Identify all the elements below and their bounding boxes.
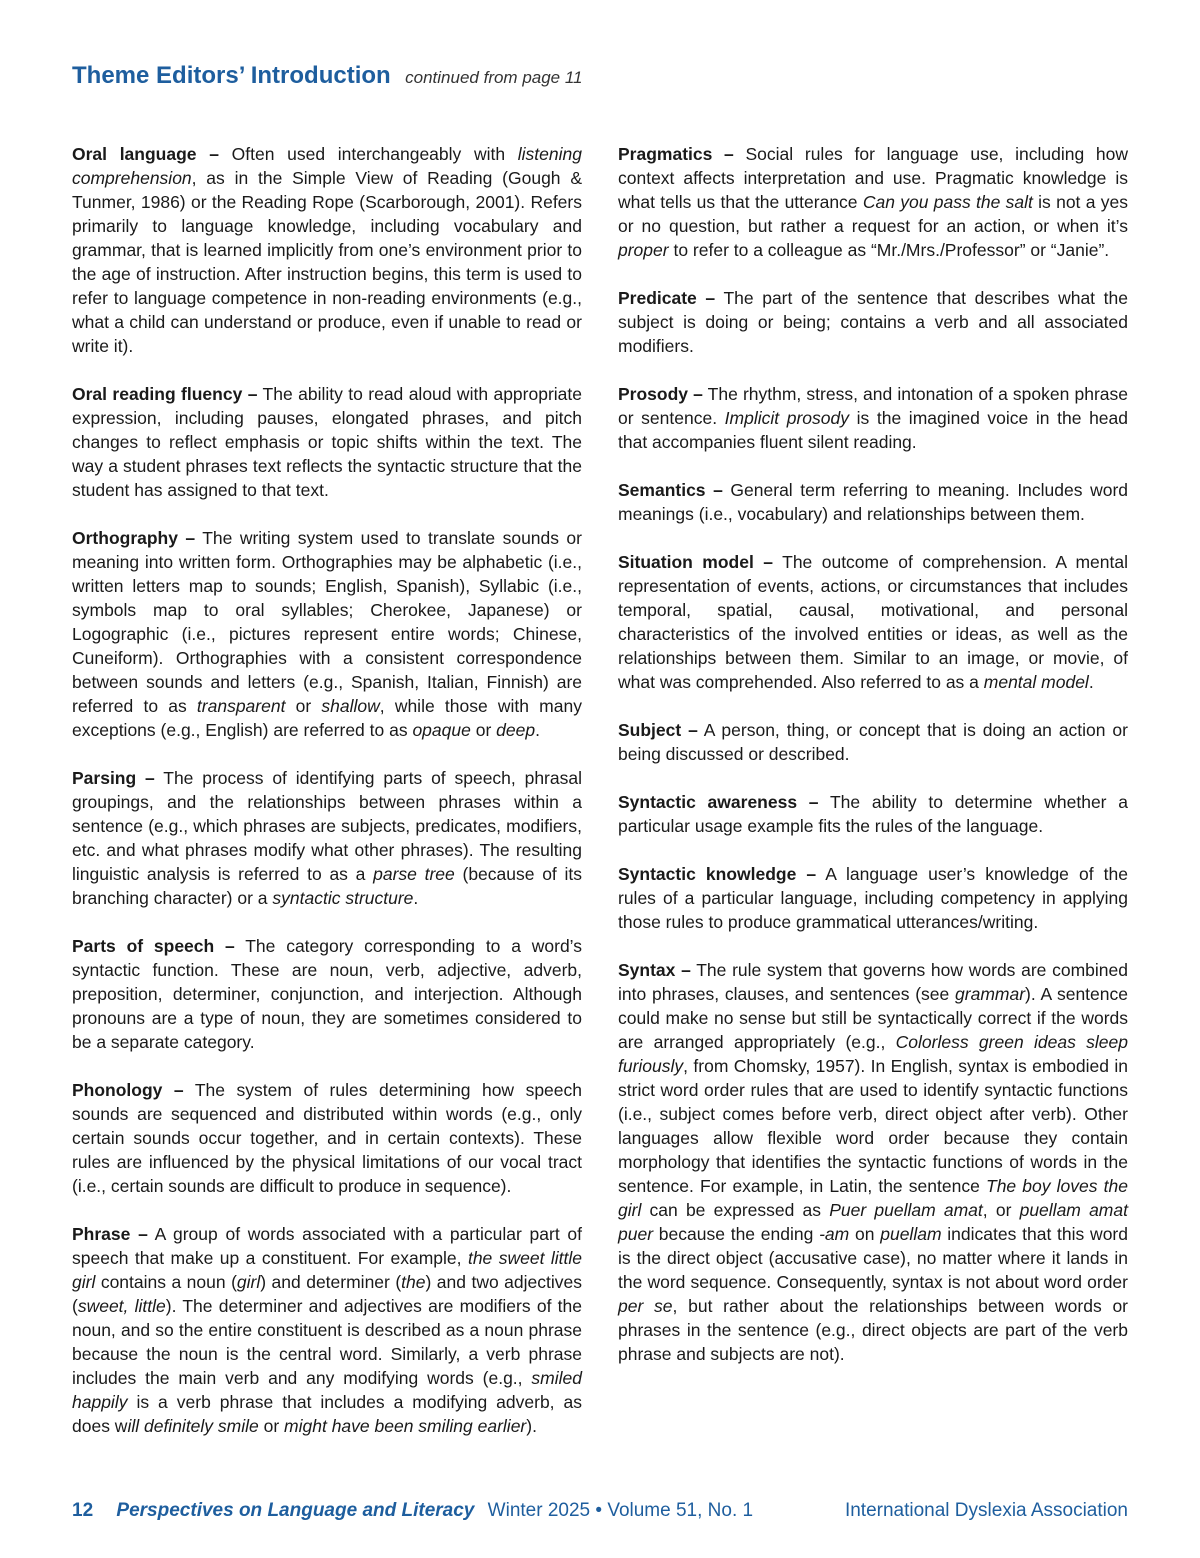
definition-text: The ability to read aloud with appropriate expression, including pauses, elongated phrases, and pitch changes to reflect emphasis or topic shifts within the text. The way a student phrases text reflects the syntactic structure that the student has assigned to that text. xyxy=(72,384,582,500)
definition-text: or xyxy=(470,720,497,740)
glossary-entry xyxy=(618,958,1128,1366)
glossary-term: Oral language – xyxy=(72,144,219,164)
definition-text: The outcome of comprehension. A mental representation of events, actions, or circumstances that includes temporal, spatial, causal, motivational, and personal characteristics of the involved entities or ideas, as well as the relationships between them. Similar to an image, or movie, of what was comprehended. Also referred to as a xyxy=(618,552,1128,692)
glossary-entry xyxy=(618,550,1128,694)
glossary-entry xyxy=(618,718,1128,766)
italic-term: Implicit prosody xyxy=(724,408,849,428)
definition-text: , as in the Simple View of Reading (Gough & Tunmer, 1986) or the Reading Rope (Scarborough, 2001). Refers primarily to language knowledge, including vocabulary and grammar, that is learned implicitly from one’s environment prior to the age of instruction. After instruction begins, this term is used to refer to language competence in non-reading environments (e.g., what a child can understand or produce, even if unable to read or write it). xyxy=(72,168,582,356)
definition-text: (because of its branching character) or a xyxy=(72,864,583,908)
italic-term: puellam amat puer xyxy=(618,1200,1128,1244)
definition-text: . xyxy=(535,720,540,740)
section-title: Theme Editors’ Introduction xyxy=(72,62,391,89)
definition-text: ) and determiner ( xyxy=(260,1272,402,1292)
definition-text: A group of words associated with a particular part of speech that make up a constituent. For example, xyxy=(72,1224,583,1268)
glossary-term: Parts of speech – xyxy=(72,936,235,956)
definition-text: ). The determiner and adjectives are modifiers of the noun, and so the entire constituent is described as a noun phrase because the noun is the central word. Similarly, a verb phrase includes the main verb and any modifying words (e.g., xyxy=(72,1296,583,1388)
italic-term: ill definitely smile xyxy=(127,1416,259,1436)
glossary-entry xyxy=(72,142,582,358)
italic-term: listening comprehension xyxy=(72,144,582,188)
definition-text: , or xyxy=(982,1200,1020,1220)
italic-term: Puer puellam amat xyxy=(829,1200,983,1220)
continued-note: continued from page 11 xyxy=(405,68,583,87)
italic-term: Colorless green ideas sleep furiously xyxy=(618,1032,1128,1076)
glossary-term: Subject – xyxy=(618,720,698,740)
definition-text: can be expressed as xyxy=(641,1200,830,1220)
glossary-entry xyxy=(618,790,1128,838)
italic-term: girl xyxy=(236,1272,261,1292)
glossary-entry xyxy=(72,382,582,502)
definition-text: The writing system used to translate sounds or meaning into written form. Orthographies may be alphabetic (i.e., written letters map to sounds; English, Spanish), Syllabic (i.e., symbols map to oral syllables; Cherokee, Japanese) or Logographic (i.e., pictures represent entire words; Chinese, Cuneiform). Orthographies with a consistent correspondence between sounds and letters (e.g., Spanish, Italian, Finnish) are referred to as xyxy=(72,528,582,716)
definition-text: The category corresponding to a word’s syntactic function. These are noun, verb, adjective, adverb, preposition, determiner, conjunction, and interjection. Although pronouns are a type of noun, they are sometimes considered to be a separate category. xyxy=(72,936,583,1052)
italic-term: grammar xyxy=(955,984,1026,1004)
definition-text: The process of identifying parts of speech, phrasal groupings, and the relationships between phrases within a sentence (e.g., which phrases are subjects, predicates, modifiers, etc. and what phrases modify what other phrases). The resulting linguistic analysis is referred to as a xyxy=(72,768,582,884)
glossary-term: Prosody – xyxy=(618,384,703,404)
issue-info: Winter 2025 • Volume 51, No. 1 xyxy=(487,1500,754,1521)
definition-text: General term referring to meaning. Includes word meanings (i.e., vocabulary) and relationships between them. xyxy=(618,480,1129,524)
italic-term: transparent xyxy=(196,696,286,716)
glossary-entry xyxy=(72,934,582,1054)
glossary-term: Phrase – xyxy=(72,1224,148,1244)
definition-text: to refer to a colleague as “Mr./Mrs./Professor” or “Janie”. xyxy=(668,240,1110,260)
glossary-term: Orthography – xyxy=(72,528,196,548)
italic-term: syntactic structure xyxy=(272,888,414,908)
definition-text: or xyxy=(258,1416,285,1436)
glossary-term: Syntax – xyxy=(618,960,691,980)
glossary-entry xyxy=(618,382,1128,454)
italic-term: mental model xyxy=(983,672,1089,692)
definition-text: ). xyxy=(526,1416,537,1436)
definition-text: ). A sentence could make no sense but still be syntactically correct if the words are arranged appropriately (e.g., xyxy=(618,984,1128,1052)
italic-term: opaque xyxy=(412,720,471,740)
glossary-term: Semantics – xyxy=(618,480,723,500)
definition-text: is the imagined voice in the head that accompanies fluent silent reading. xyxy=(618,408,1128,452)
glossary-term: Parsing – xyxy=(72,768,155,788)
definition-text: , but rather about the relationships between words or phrases in the sentence (e.g., direct objects are part of the verb phrase and subjects are not). xyxy=(618,1296,1129,1364)
italic-term: sweet, little xyxy=(77,1296,166,1316)
journal-title: Perspectives on Language and Literacy xyxy=(116,1500,475,1521)
glossary-term: Oral reading fluency – xyxy=(72,384,258,404)
definition-text: is not a yes or no question, but rather a request for an action, or when it’s xyxy=(618,192,1128,236)
definition-text: Often used interchangeably with xyxy=(218,144,518,164)
glossary-term: Phonology – xyxy=(72,1080,184,1100)
glossary-entry xyxy=(72,1078,582,1198)
glossary-term: Syntactic awareness – xyxy=(618,792,819,812)
right-column xyxy=(618,142,1128,1390)
definition-text: A language user’s knowledge of the rules of a particular language, including competency in applying those rules to produce grammatical utterances/writing. xyxy=(618,864,1128,932)
italic-term: parse tree xyxy=(373,864,455,884)
page-footer xyxy=(72,1500,1128,1522)
italic-term: puellam xyxy=(880,1224,942,1244)
definition-text: Social rules for language use, including how context affects interpretation and use. Pragmatic knowledge is what tells us that the utterance xyxy=(618,144,1129,212)
definition-text: because the ending xyxy=(653,1224,820,1244)
definition-text: is a verb phrase that includes a modifying adverb, as does w xyxy=(72,1392,582,1436)
definition-text: The rhythm, stress, and intonation of a spoken phrase or sentence. xyxy=(618,384,1128,428)
italic-term: deep xyxy=(496,720,536,740)
definition-text: , from Chomsky, 1957). In English, syntax is embodied in strict word order rules that are used to identify syntactic functions (i.e., subject comes before verb, direct object after verb). Other languages allow flexible word order because they contain morphology that identifies the syntactic functions of words in the sentence. For example, in Latin, the sentence xyxy=(618,1056,1128,1196)
glossary-entry xyxy=(618,142,1128,262)
left-column xyxy=(72,142,582,1462)
glossary-entry xyxy=(618,286,1128,358)
italic-term: The boy loves the girl xyxy=(618,1176,1129,1220)
definition-text: . xyxy=(1088,672,1094,692)
page-number: 12 xyxy=(72,1500,94,1521)
glossary-term: Predicate – xyxy=(618,288,716,308)
definition-text: on xyxy=(849,1224,881,1244)
definition-text: A person, thing, or concept that is doing an action or being discussed or described. xyxy=(618,720,1128,764)
definition-text: , while those with many exceptions (e.g., English) are referred to as xyxy=(72,696,582,740)
definition-text: . xyxy=(413,888,419,908)
glossary-entry xyxy=(72,526,582,742)
definition-text: The system of rules determining how speech sounds are sequenced and distributed within words (e.g., only certain sounds occur together, and in certain contexts). These rules are influenced by the physical limitations of our vocal tract (i.e., certain sounds are difficult to produce in sequence). xyxy=(72,1080,583,1196)
italic-term: the xyxy=(401,1272,426,1292)
glossary-term: Situation model – xyxy=(618,552,774,572)
association-name: International Dyslexia Association xyxy=(844,1500,1128,1521)
glossary-term: Pragmatics – xyxy=(618,144,734,164)
italic-term: smiled happily xyxy=(72,1368,582,1412)
definition-text: The part of the sentence that describes what the subject is doing or being; contains a verb and all associated modifiers. xyxy=(618,288,1128,356)
definition-text: ) and two adjectives ( xyxy=(72,1272,582,1316)
italic-term: Can you pass the salt xyxy=(862,192,1033,212)
italic-term: per se xyxy=(618,1296,673,1316)
definition-text: indicates that this word is the direct object (accusative case), no matter where it lands in the word sequence. Consequently, syntax is not about word order xyxy=(618,1224,1128,1292)
definition-text: The ability to determine whether a particular usage example fits the rules of the language. xyxy=(618,792,1128,836)
glossary-entry xyxy=(618,478,1128,526)
italic-term: proper xyxy=(618,240,669,260)
italic-term: the sweet little girl xyxy=(72,1248,583,1292)
definition-text: or xyxy=(285,696,322,716)
glossary-entry xyxy=(72,1222,582,1438)
definition-text: The rule system that governs how words are combined into phrases, clauses, and sentences (see xyxy=(618,960,1128,1004)
italic-term: shallow xyxy=(321,696,380,716)
glossary-entry xyxy=(618,862,1128,934)
italic-term: -am xyxy=(819,1224,850,1244)
italic-term: might have been smiling earlier xyxy=(284,1416,527,1436)
glossary-entry xyxy=(72,766,582,910)
definition-text: contains a noun ( xyxy=(95,1272,237,1292)
page-header xyxy=(72,62,583,90)
glossary-term: Syntactic knowledge – xyxy=(618,864,817,884)
